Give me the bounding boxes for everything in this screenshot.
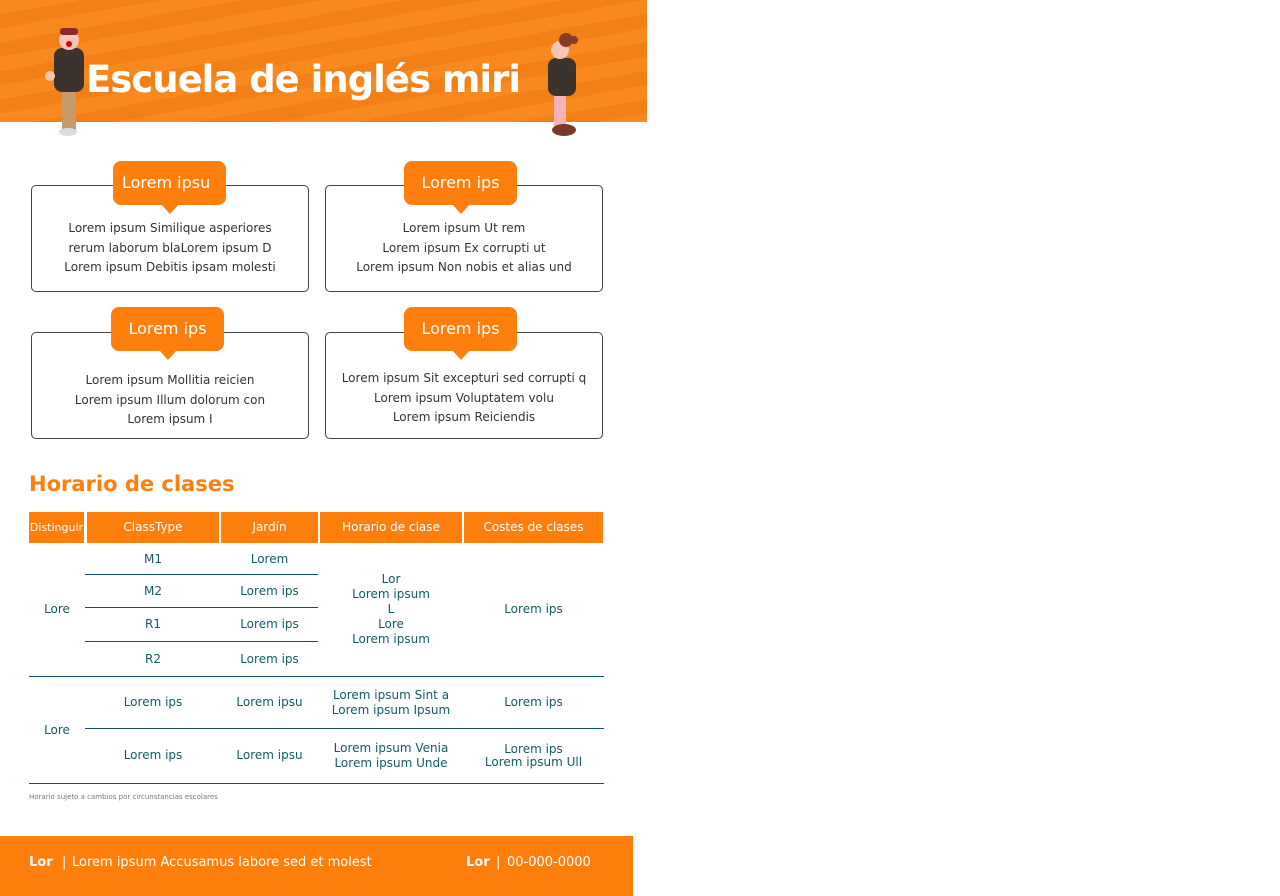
address-label: Lor: [29, 855, 53, 870]
girl-illustration: [540, 32, 586, 138]
card-line: Lorem ipsum Voluptatem volu: [374, 390, 554, 405]
horario-line: Lore: [378, 617, 404, 631]
jardin-cell: Lorem ips: [240, 617, 299, 631]
horario-line: Lorem ipsum: [352, 587, 430, 601]
card-line: Lorem ipsum Similique asperiores: [68, 221, 272, 235]
horario-line: L: [387, 602, 395, 616]
separator: |: [496, 855, 501, 870]
coste-cell: [464, 729, 603, 782]
card-tab: Lorem ipsu: [113, 161, 226, 205]
column-header: Distinguir: [29, 512, 84, 543]
horario-cell: [320, 677, 462, 728]
coste-line: Lorem ips: [504, 741, 563, 756]
column-header: Costes de clases: [464, 512, 603, 543]
group-label: Lore: [44, 722, 70, 737]
card-tab: Lorem ips: [404, 307, 517, 351]
jardin-cell: Lorem ips: [240, 651, 299, 666]
jardin-cell: Lorem ipsu: [236, 695, 303, 709]
phone-label: Lor: [466, 855, 490, 870]
horario-cell: [320, 729, 462, 782]
horario-line: Lorem ipsum Venia: [333, 740, 449, 755]
class-type-cell: Lorem ips: [123, 748, 183, 762]
card-line: Lorem ipsum Non nobis et alias und: [356, 260, 572, 274]
class-type-cell: R2: [145, 651, 161, 666]
separator: |: [62, 855, 67, 870]
class-type-cell: M2: [144, 583, 162, 598]
column-header: ClassType: [87, 512, 219, 543]
address-text: Lorem ipsum Accusamus labore sed et molest: [72, 855, 372, 870]
horario-cell: [320, 543, 462, 676]
horario-line: Lor: [381, 572, 401, 586]
table-bottom-border: [29, 783, 604, 784]
card-line: Lorem ipsum Debitis ipsam molesti: [64, 260, 276, 274]
horario-line: Lorem ipsum Sint a: [332, 687, 450, 702]
card-line: Lorem ipsum Ut rem: [402, 221, 526, 235]
schedule-title: Horario de clases: [29, 472, 235, 496]
group-label: Lore: [44, 602, 70, 616]
page-title: Escuela de inglés miri: [86, 58, 521, 101]
class-type-cell: M1: [144, 551, 162, 566]
card-line: rerum laborum blaLorem ipsum D: [68, 240, 272, 255]
class-type-cell: R1: [145, 617, 161, 631]
jardin-cell: Lorem ips: [240, 583, 299, 598]
card-line: Lorem ipsum I: [127, 412, 213, 426]
horario-line: Lorem ipsum: [352, 632, 430, 646]
footer: [0, 836, 633, 896]
coste-cell: Lorem ips: [504, 695, 563, 709]
jardin-cell: Lorem: [250, 551, 289, 566]
card-line: Lorem ipsum Reiciendis: [392, 410, 536, 424]
card-line: Lorem ipsum Mollitia reicien: [85, 373, 255, 387]
card-line: Lorem ipsum Illum dolorum con: [74, 392, 266, 407]
column-header: Horario de clase: [320, 512, 462, 543]
card-tab: Lorem ips: [111, 307, 224, 351]
card-line: Lorem ipsum Sit excepturi sed corrupti q: [341, 371, 587, 385]
class-type-cell: Lorem ips: [123, 695, 183, 709]
horario-line: Lorem ipsum Unde: [334, 755, 448, 770]
horario-line: Lorem ipsum Ipsum: [331, 702, 451, 717]
phone-number: 00-000-0000: [507, 855, 591, 870]
jardin-cell: Lorem ipsu: [236, 748, 303, 762]
card-tab: Lorem ips: [404, 161, 517, 205]
coste-cell: Lorem ips: [504, 602, 563, 616]
column-header: Jardín: [221, 512, 318, 543]
coste-line: Lorem ipsum Ull: [484, 754, 583, 769]
schedule-note: Horario sujeto a cambios por circunstancias escolares: [29, 793, 218, 801]
card-line: Lorem ipsum Ex corrupti ut: [382, 240, 546, 255]
